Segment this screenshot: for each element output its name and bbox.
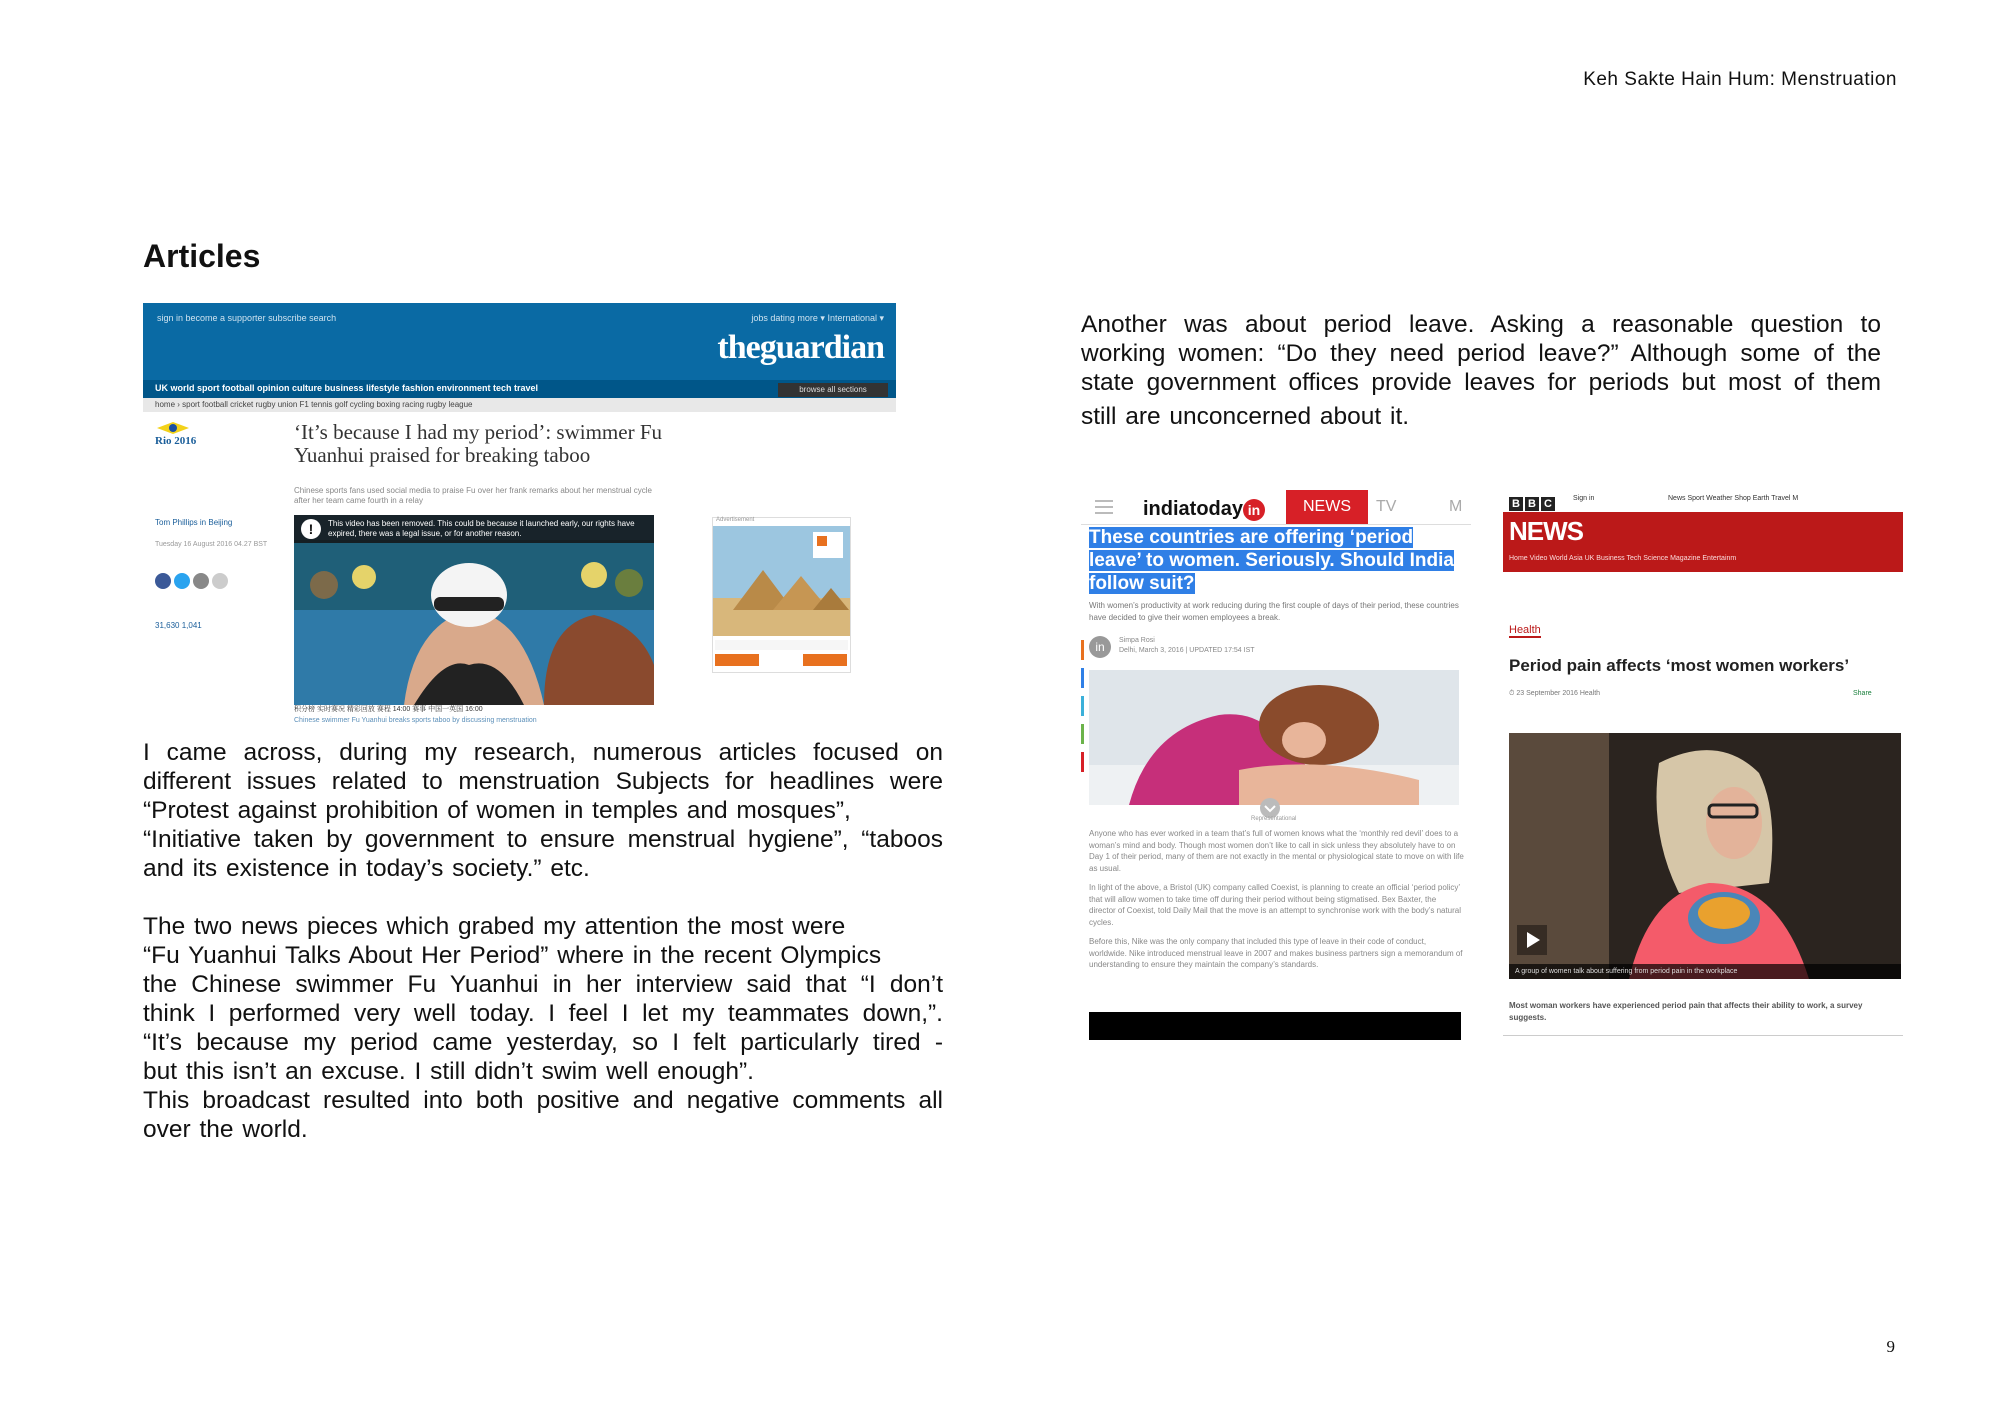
left-p1-line: I came across, during my research, numerous articles focused on xyxy=(143,739,943,766)
bbc-divider xyxy=(1503,1035,1903,1036)
indiatoday-body xyxy=(1089,828,1464,979)
bbc-summary: Most woman workers have experienced period pain that affects their ability to work, a survey suggests. xyxy=(1509,1001,1863,1022)
facebook-icon xyxy=(155,573,171,589)
left-p2-line: the Chinese swimmer Fu Yuanhui in her interview said that “I don’t xyxy=(143,971,943,998)
guardian-subnav-links: home › sport football cricket rugby union F1 tennis golf cycling boxing racing rugby league xyxy=(155,400,473,409)
guardian-standfirst: Chinese sports fans used social media to praise Fu over her frank remarks about her menstrual cycle after her team came fourth in a relay xyxy=(294,486,652,505)
bbc-logo-block: B xyxy=(1525,497,1539,511)
bbc-share: Share xyxy=(1853,690,1872,697)
pyramids-ad-image xyxy=(713,518,850,672)
left-p1-line: “Initiative taken by government to ensure menstrual hygiene”, “taboos xyxy=(143,826,943,853)
left-p2-line: but this isn’t an excuse. I still didn’t swim well enough”. xyxy=(143,1058,754,1085)
woman-resting-photo xyxy=(1089,670,1459,805)
indiatoday-more-tab: M xyxy=(1449,498,1463,515)
bbc-meta: ⏱ 23 September 2016 Health xyxy=(1509,690,1601,697)
photo-credit: Representational xyxy=(1251,816,1297,822)
bbc-top-links: News Sport Weather Shop Earth Travel M xyxy=(1668,495,1799,502)
indiatoday-body-paragraph: Before this, Nike was the only company that included this type of leave in their code of conduct, worldwide. Nike introduced menstrual leave in 2007 and makes business partners sign a memorandum of understanding to ensure they maintain the company’s standards. xyxy=(1089,937,1463,969)
indiatoday-logo-text: indiatoday xyxy=(1143,498,1244,520)
indiatoday-author-name: Simpa Rosi xyxy=(1119,637,1155,644)
indiatoday-headline-text: These countries are offering ‘period leave’ to women. Seriously. Should India follow suit? xyxy=(1089,527,1454,594)
bbc-logo-block: C xyxy=(1541,497,1555,511)
guardian-ad-label: Advertisement xyxy=(716,517,755,523)
bbc-news-title: NEWS xyxy=(1509,516,1583,546)
author-avatar-icon: in xyxy=(1089,636,1111,658)
guardian-browse-sections: browse all sections xyxy=(778,383,888,397)
guardian-video-caption: Chinese swimmer Fu Yuanhui breaks sports taboo by discussing menstruation xyxy=(294,717,537,724)
guardian-logo: theguardian xyxy=(717,329,884,366)
side-accent xyxy=(1081,724,1084,744)
left-p2-line: “Fu Yuanhui Talks About Her Period” where in the recent Olympics xyxy=(143,942,882,969)
section-title: Articles xyxy=(143,238,261,274)
left-p2-line: This broadcast resulted into both positive and negative comments all xyxy=(143,1087,943,1114)
right-body-text xyxy=(1081,310,1881,431)
indiatoday-dateline: Delhi, March 3, 2016 | UPDATED 17:54 IST xyxy=(1119,647,1255,654)
guardian-byline: Tom Phillips in Beijing xyxy=(155,518,233,527)
bbc-video-still xyxy=(1509,733,1901,979)
side-accent xyxy=(1081,752,1084,772)
guardian-date: Tuesday 16 August 2016 04.27 BST xyxy=(155,541,268,548)
guardian-section-tag: Rio 2016 xyxy=(155,435,197,447)
bbc-article-screenshot xyxy=(1503,490,1903,1042)
swimmer-video-still xyxy=(294,515,654,705)
left-p1-line: “Protest against prohibition of women in temples and mosques”, xyxy=(143,797,851,824)
running-header: Keh Sakte Hain Hum: Menstruation xyxy=(1583,69,1897,90)
right-p-line: working women: “Do they need period leave?” Although some of the xyxy=(1081,340,1881,367)
guardian-article-screenshot xyxy=(143,303,896,728)
right-p-line: state government offices provide leaves for periods but most of them xyxy=(1081,369,1881,396)
side-accent xyxy=(1081,696,1084,716)
page-number: 9 xyxy=(1886,1337,1895,1356)
hamburger-icon xyxy=(1095,500,1113,514)
bbc-signin: Sign in xyxy=(1573,495,1595,502)
indiatoday-tv-tab: TV xyxy=(1376,498,1397,515)
left-p2-line: over the world. xyxy=(143,1116,308,1143)
indiatoday-news-tab: NEWS xyxy=(1286,490,1368,524)
indiatoday-logo-badge: in xyxy=(1243,499,1265,521)
left-p1-line: different issues related to menstruation Subjects for headlines were xyxy=(143,768,943,795)
left-p2-line: The two news pieces which grabed my attention the most were xyxy=(143,913,846,940)
video-removed-message: This video has been removed. This could be because it launched early, our rights have expired, there was a legal issue, or for another reason. xyxy=(294,515,654,543)
woman-portrait-image xyxy=(1509,733,1901,979)
brazil-flag-icon xyxy=(155,421,191,435)
bbc-headline: Period pain affects ‘most women workers’ xyxy=(1509,656,1850,675)
bbc-logo xyxy=(1509,494,1557,512)
alert-icon: ! xyxy=(301,519,321,539)
indiatoday-black-bar xyxy=(1089,1012,1461,1040)
bbc-logo-block: B xyxy=(1509,497,1523,511)
guardian-share-counts: 31,630 1,041 xyxy=(155,621,202,630)
right-p-line: still are unconcerned about it. xyxy=(1081,403,1410,430)
side-accent xyxy=(1081,668,1084,688)
indiatoday-body-paragraph: In light of the above, a Bristol (UK) company called Coexist, is planning to create an official ‘period policy’ that will allow women to take time off during their period without being stigmatised. Bex Baxter, the director of Coexist, told Daily Mail that the move is an attempt to synchronise work with the body’s natural cycles. xyxy=(1089,883,1462,927)
swimmer-image xyxy=(294,515,654,705)
woman-resting-image xyxy=(1089,670,1459,805)
twitter-icon xyxy=(174,573,190,589)
indiatoday-intro: With women’s productivity at work reducing during the first couple of days of their period, these countries have decided to give their women employees a break. xyxy=(1089,601,1459,622)
indiatoday-article-screenshot xyxy=(1081,490,1471,1042)
email-icon xyxy=(193,573,209,589)
indiatoday-logo xyxy=(1143,498,1265,521)
guardian-headline: ‘It’s because I had my period’: swimmer Fu Yuanhui praised for breaking taboo xyxy=(294,420,662,467)
indiatoday-author xyxy=(1119,636,1255,656)
guardian-video-ticker: 积分榜 实时赛况 精彩回放 赛程 14:00 赛事 中国一英国 16:00 xyxy=(294,705,654,715)
side-accent xyxy=(1081,640,1084,660)
guardian-share-icons xyxy=(155,573,231,594)
left-p2-line: “It’s because my period came yesterday, so I felt particularly tired - xyxy=(143,1029,943,1056)
left-p1-line: and its existence in today’s society.” etc. xyxy=(143,855,590,882)
guardian-nav-links: UK world sport football opinion culture business lifestyle fashion environment tech travel xyxy=(155,383,539,393)
play-icon[interactable] xyxy=(1517,925,1547,955)
guardian-top-links-right: jobs dating more ▾ International ▾ xyxy=(751,313,884,323)
bbc-section-tag: Health xyxy=(1509,624,1541,636)
indiatoday-body-paragraph: Anyone who has ever worked in a team that’s full of women knows what the ‘monthly red devil’ does to a woman’s mind and body. Though most women don’t like to call in sick unless they absolutely have to on Day 1 of their period, many of them are not exactly in the mental or physiological state to move on with life as usual. xyxy=(1089,829,1464,873)
more-icon xyxy=(212,573,228,589)
indiatoday-headline xyxy=(1089,526,1459,595)
guardian-top-links: sign in become a supporter subscribe search xyxy=(157,313,337,323)
bbc-subnav: Home Video World Asia UK Business Tech Science Magazine Entertainm xyxy=(1509,555,1737,562)
guardian-advert xyxy=(712,517,851,673)
bbc-video-caption: A group of women talk about suffering from period pain in the workplace xyxy=(1509,964,1901,979)
right-p-line: Another was about period leave. Asking a reasonable question to xyxy=(1081,311,1881,338)
left-body-text xyxy=(143,738,943,1144)
left-p2-line: think I performed very well today. I feel I let my teammates down,”. xyxy=(143,1000,943,1027)
indiatoday-top-bar xyxy=(1081,490,1471,525)
